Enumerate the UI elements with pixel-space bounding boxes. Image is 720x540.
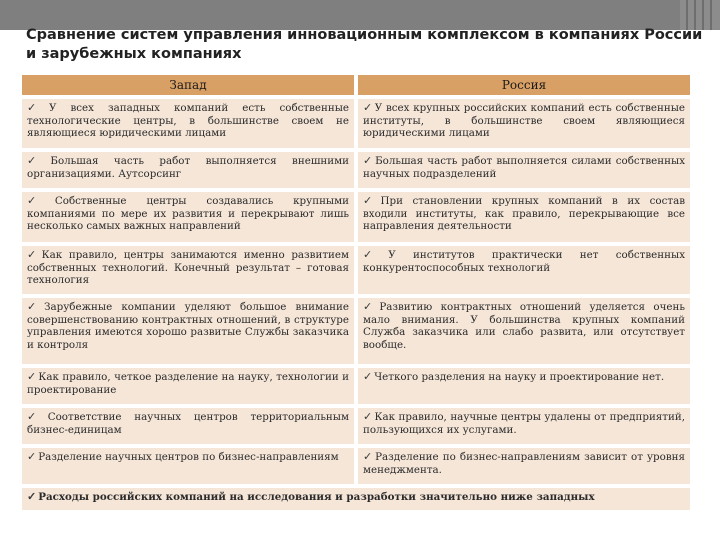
cell-text: Соответствие научных центров территориальным бизнес-единицам xyxy=(27,411,350,436)
check-icon: ✓ xyxy=(363,194,379,207)
cell-text: Большая часть работ выполняется внешними организациями. Аутсорсинг xyxy=(27,155,349,180)
check-icon: ✓ xyxy=(27,450,37,463)
table-row xyxy=(22,368,690,404)
cell-text: Разделение научных центров по бизнес-направлениям xyxy=(38,451,339,463)
cell-russia xyxy=(358,246,690,294)
cell-text: У всех крупных российских компаний есть собственные институты, в большинстве своем являющиеся юридическими лицами xyxy=(363,102,686,139)
check-icon: ✓ xyxy=(27,101,47,114)
cell-text: У всех западных компаний есть собственные технологические центры, в большинстве своем не являющиеся юридическими лицами xyxy=(27,102,350,139)
cell-text: Разделение по бизнес-направлениям зависит от уровня менеджмента. xyxy=(363,451,686,476)
check-icon: ✓ xyxy=(27,300,43,313)
cell-russia xyxy=(358,152,690,188)
cell-text: Собственные центры создавались крупными компаниями по мере их развития и перекрывают лишь несколько самых важных направлений xyxy=(27,195,349,232)
comparison-table xyxy=(18,71,694,514)
cell-russia xyxy=(358,99,690,148)
table-row xyxy=(22,298,690,364)
cell-russia xyxy=(358,368,690,404)
table-row xyxy=(22,99,690,148)
cell-text: Как правило, центры занимаются именно развитием собственных технологий. Конечный результат – готовая технология xyxy=(27,249,349,286)
cell-west xyxy=(22,368,354,404)
cell-text: Зарубежные компании уделяют большое внимание совершенствованию контрактных отношений, в структуре управления имеются хорошо развитые Службы заказчика и контроля xyxy=(27,301,350,351)
summary-text: Расходы российских компаний на исследования и разработки значительно ниже западных xyxy=(38,491,595,503)
summary-row xyxy=(22,488,690,510)
table-row xyxy=(22,408,690,444)
check-icon: ✓ xyxy=(27,370,37,383)
check-icon: ✓ xyxy=(363,370,373,383)
cell-text: Как правило, научные центры удалены от предприятий, пользующихся их услугами. xyxy=(363,411,685,436)
header-row xyxy=(22,75,690,95)
cell-text: Четкого разделения на науку и проектирование нет. xyxy=(374,371,665,383)
cell-russia xyxy=(358,448,690,484)
cell-west xyxy=(22,192,354,242)
table-row xyxy=(22,448,690,484)
cell-west xyxy=(22,99,354,148)
check-icon: ✓ xyxy=(27,194,53,207)
check-icon: ✓ xyxy=(363,154,374,167)
slide-title: Сравнение систем управления инновационным комплексом в компаниях России и зарубежных компаниях xyxy=(26,27,703,62)
cell-text: При становлении крупных компаний в их состав входили институты, как правило, перекрывающие все направления деятельности xyxy=(363,195,686,232)
cell-text: Развитию контрактных отношений уделяется очень мало внимания. У большинства крупных компаний Служба заказчика или слабо развита, или отсутствует вообще. xyxy=(363,301,685,351)
check-icon: ✓ xyxy=(27,248,40,261)
cell-text: Большая часть работ выполняется силами собственных научных подразделений xyxy=(363,155,686,180)
check-icon: ✓ xyxy=(363,450,374,463)
table-row xyxy=(22,192,690,242)
summary-cell xyxy=(22,488,690,510)
header-russia: Россия xyxy=(358,75,690,95)
table-row xyxy=(22,246,690,294)
cell-west xyxy=(22,246,354,294)
check-icon: ✓ xyxy=(27,490,37,503)
check-icon: ✓ xyxy=(363,248,387,261)
check-icon: ✓ xyxy=(363,300,378,313)
cell-russia xyxy=(358,408,690,444)
cell-text: У институтов практически нет собственных конкурентоспособных технологий xyxy=(363,249,685,274)
cell-russia xyxy=(358,298,690,364)
cell-russia xyxy=(358,192,690,242)
cell-west xyxy=(22,298,354,364)
cell-west xyxy=(22,152,354,188)
header-west: Запад xyxy=(22,75,354,95)
check-icon: ✓ xyxy=(27,410,46,423)
cell-west xyxy=(22,448,354,484)
cell-west xyxy=(22,408,354,444)
check-icon: ✓ xyxy=(27,154,49,167)
table-row xyxy=(22,152,690,188)
check-icon: ✓ xyxy=(363,101,373,114)
check-icon: ✓ xyxy=(363,410,373,423)
cell-text: Как правило, четкое разделение на науку, технологии и проектирование xyxy=(27,371,350,396)
